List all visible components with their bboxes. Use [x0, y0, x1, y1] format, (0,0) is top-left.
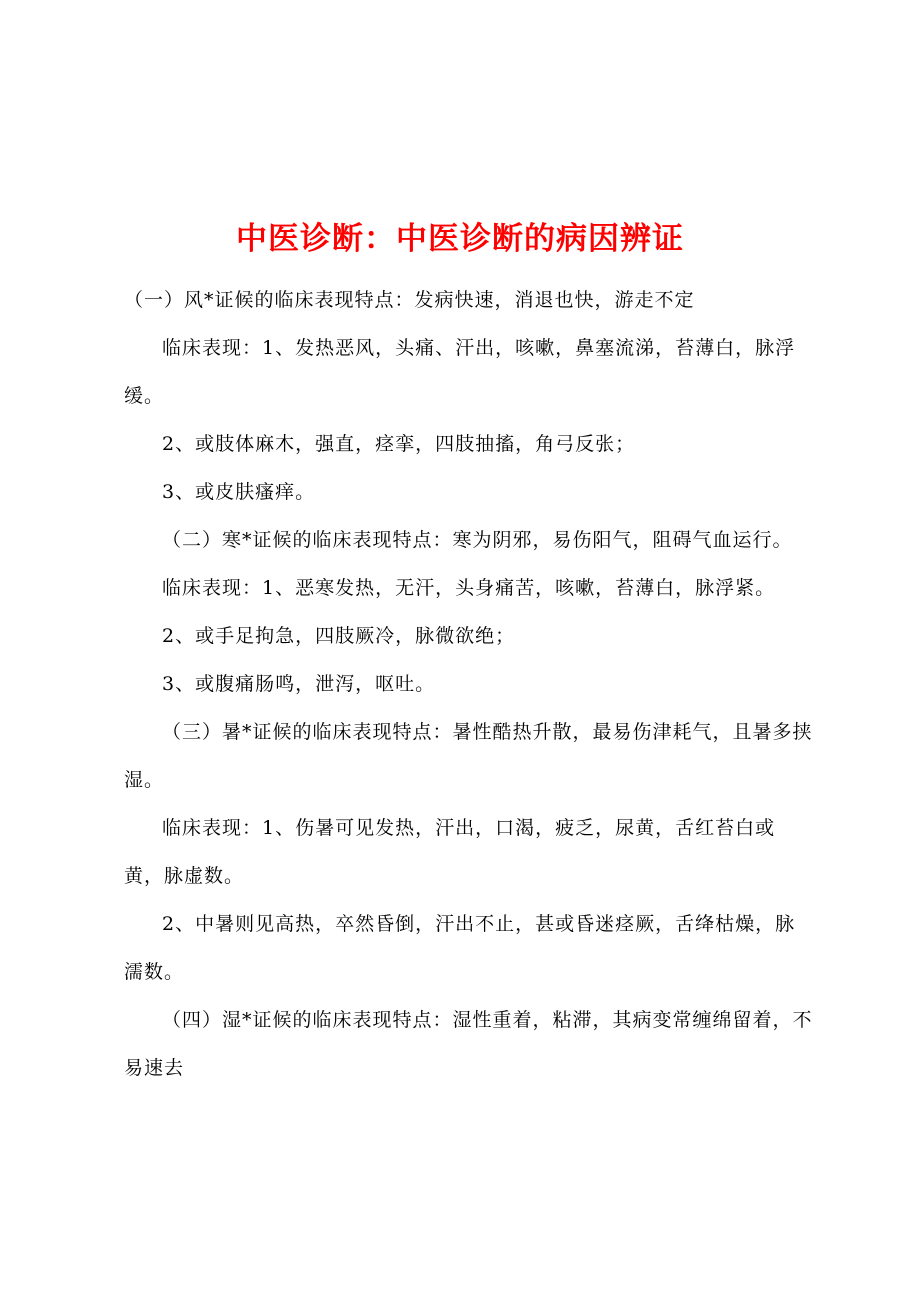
document-title: 中医诊断：中医诊断的病因辨证: [236, 220, 684, 257]
paragraph-wind-heading: （一）风*证候的临床表现特点：发病快速，消退也快，游走不定: [124, 289, 695, 311]
document-body: [124, 276, 814, 1092]
paragraph-summerheat-symptoms-1: 临床表现：1、伤暑可见发热，汗出，口渴，疲乏，尿黄，舌红苔白或黄，脉虚数。: [124, 817, 776, 887]
paragraph-cold-symptoms-1: 临床表现：1、恶寒发热，无汗，头身痛苦，咳嗽，苔薄白，脉浮紧。: [162, 577, 776, 599]
paragraph-wind-symptoms-3: 3、或皮肤瘙痒。: [162, 481, 316, 503]
paragraph-cold-symptoms-3: 3、或腹痛肠鸣，泄泻，呕吐。: [162, 673, 436, 695]
paragraph-summerheat-symptoms-2: 2、中暑则见高热，卒然昏倒，汗出不止，甚或昏迷痉厥，舌绛枯燥，脉濡数。: [124, 913, 796, 983]
paragraph-wind-symptoms-2: 2、或肢体麻木，强直，痉挛，四肢抽搐，角弓反张；: [162, 433, 636, 455]
paragraph-dampness-heading: （四）湿*证候的临床表现特点：湿性重着，粘滞，其病变常缠绵留着，不易速去: [124, 1009, 813, 1079]
paragraph-summerheat-heading: （三）暑*证候的临床表现特点：暑性酷热升散，最易伤津耗气，且暑多挟湿。: [124, 721, 813, 791]
paragraph-cold-heading: （二）寒*证候的临床表现特点：寒为阴邪，易伤阳气，阻碍气血运行。: [162, 529, 793, 551]
paragraph-wind-symptoms-1: 临床表现：1、发热恶风，头痛、汗出，咳嗽，鼻塞流涕，苔薄白，脉浮缓。: [124, 337, 796, 407]
paragraph-cold-symptoms-2: 2、或手足拘急，四肢厥冷，脉微欲绝；: [162, 625, 516, 647]
